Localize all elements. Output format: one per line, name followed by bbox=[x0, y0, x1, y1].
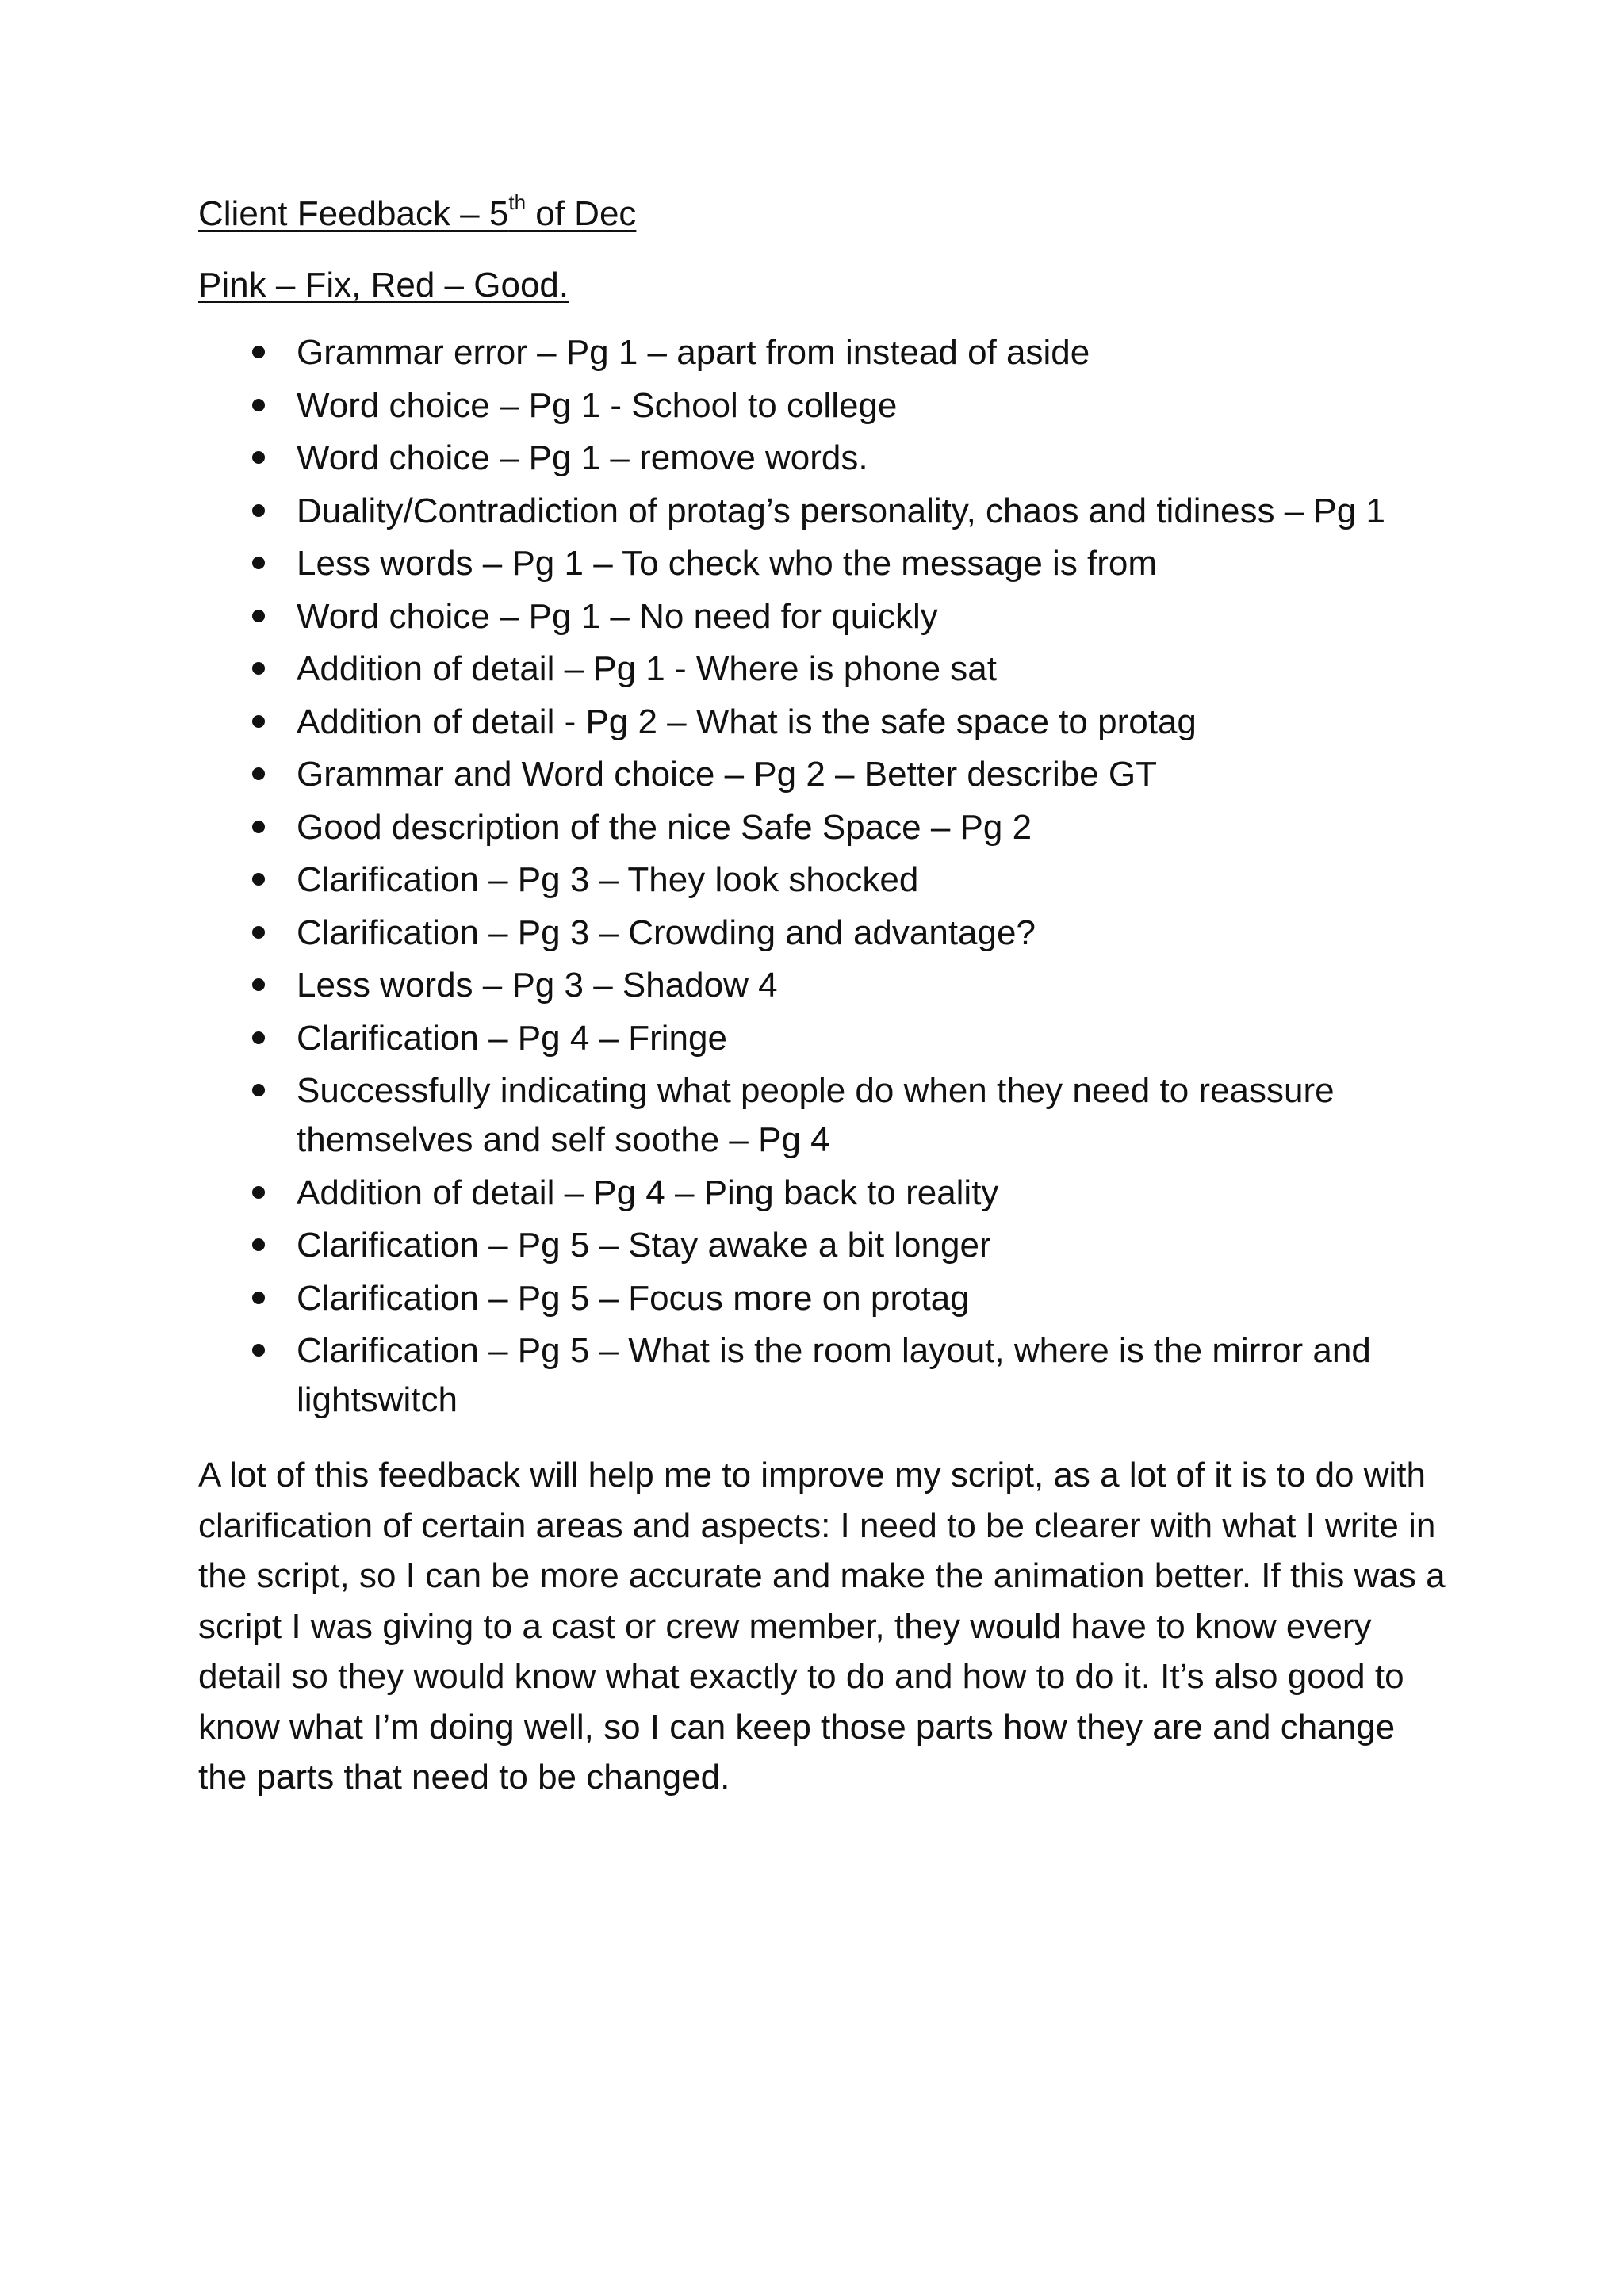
color-legend: Pink – Fix, Red – Good. bbox=[198, 266, 569, 304]
feedback-item-text: Less words – Pg 3 – Shadow 4 bbox=[297, 966, 778, 1004]
bullet-icon bbox=[252, 399, 265, 411]
bullet-icon bbox=[252, 1084, 265, 1096]
feedback-item bbox=[198, 1326, 1467, 1425]
feedback-item-text: Clarification – Pg 5 – Stay awake a bit longer bbox=[297, 1226, 991, 1265]
feedback-item-text: Clarification – Pg 3 – They look shocked bbox=[297, 860, 919, 899]
feedback-list bbox=[198, 328, 1467, 1425]
feedback-item-text: Grammar and Word choice – Pg 2 – Better describe GT bbox=[297, 755, 1157, 794]
feedback-item bbox=[198, 698, 1467, 747]
feedback-item bbox=[198, 539, 1467, 588]
bullet-icon bbox=[252, 767, 265, 780]
feedback-item bbox=[198, 855, 1467, 905]
feedback-item bbox=[198, 645, 1467, 694]
feedback-item-text: Word choice – Pg 1 - School to college bbox=[297, 385, 898, 425]
feedback-item-text: Word choice – Pg 1 – remove words. bbox=[297, 438, 868, 477]
bullet-icon bbox=[252, 1344, 265, 1357]
bullet-icon bbox=[252, 1238, 265, 1251]
bullet-icon bbox=[252, 662, 265, 675]
bullet-icon bbox=[252, 557, 265, 569]
reflection-paragraph: A lot of this feedback will help me to improve my script, as a lot of it is to do with clarification of certain areas and aspects: I need to be clearer with what I write in the script, so I can be more accurate and make the animation better. If this was a script I was giving to a cast or crew member, they would have to know every detail so they would know what exactly to do and how to do it. It’s also good to know what I’m doing well, so I can keep those parts how they are and change the parts that need to be changed. bbox=[198, 1456, 1446, 1797]
bullet-icon bbox=[252, 1186, 265, 1199]
bullet-icon bbox=[252, 926, 265, 939]
bullet-icon bbox=[252, 346, 265, 358]
bullet-icon bbox=[252, 1031, 265, 1044]
feedback-item bbox=[198, 434, 1467, 483]
document-content bbox=[198, 190, 1467, 1803]
bullet-icon bbox=[252, 451, 265, 464]
feedback-item-text: Addition of detail - Pg 2 – What is the safe space to protag bbox=[297, 702, 1197, 741]
feedback-item-text: Grammar error – Pg 1 – apart from instead of aside bbox=[297, 333, 1090, 372]
title-superscript: th bbox=[508, 190, 527, 215]
feedback-item bbox=[198, 961, 1467, 1010]
feedback-item-text: Word choice – Pg 1 – No need for quickly bbox=[297, 596, 938, 636]
bullet-icon bbox=[252, 715, 265, 728]
feedback-item bbox=[198, 1066, 1467, 1165]
bullet-icon bbox=[252, 610, 265, 622]
feedback-item-text: Clarification – Pg 3 – Crowding and advantage? bbox=[297, 913, 1036, 952]
feedback-item-text: Less words – Pg 1 – To check who the message is from bbox=[297, 544, 1158, 583]
title-date-suffix: of Dec bbox=[526, 194, 637, 233]
feedback-item-text: Successfully indicating what people do when they need to reassure themselves and self soothe – Pg 4 bbox=[297, 1071, 1335, 1159]
bullet-icon bbox=[252, 873, 265, 886]
bullet-icon bbox=[252, 504, 265, 517]
feedback-item-text: Duality/Contradiction of protag’s personality, chaos and tidiness – Pg 1 bbox=[297, 491, 1385, 530]
feedback-item-text: Good description of the nice Safe Space – Pg 2 bbox=[297, 807, 1032, 847]
bullet-icon bbox=[252, 978, 265, 991]
feedback-item-text: Clarification – Pg 5 – What is the room layout, where is the mirror and lightswitch bbox=[297, 1331, 1371, 1419]
title-text: Client Feedback – 5 bbox=[198, 194, 509, 233]
feedback-item bbox=[198, 592, 1467, 641]
feedback-item-text: Addition of detail – Pg 4 – Ping back to reality bbox=[297, 1173, 999, 1212]
feedback-item bbox=[198, 1274, 1467, 1323]
feedback-item bbox=[198, 909, 1467, 958]
feedback-item bbox=[198, 328, 1467, 377]
feedback-item bbox=[198, 1221, 1467, 1270]
feedback-item bbox=[198, 1014, 1467, 1063]
feedback-item-text: Clarification – Pg 4 – Fringe bbox=[297, 1018, 727, 1058]
feedback-item bbox=[198, 381, 1467, 430]
feedback-item bbox=[198, 487, 1467, 536]
feedback-item bbox=[198, 803, 1467, 852]
feedback-item bbox=[198, 1169, 1467, 1218]
feedback-item-text: Addition of detail – Pg 1 - Where is phone sat bbox=[297, 649, 997, 688]
document-title bbox=[198, 190, 1467, 238]
feedback-item-text: Clarification – Pg 5 – Focus more on protag bbox=[297, 1278, 970, 1318]
feedback-item bbox=[198, 750, 1467, 799]
bullet-icon bbox=[252, 1292, 265, 1304]
bullet-icon bbox=[252, 821, 265, 833]
